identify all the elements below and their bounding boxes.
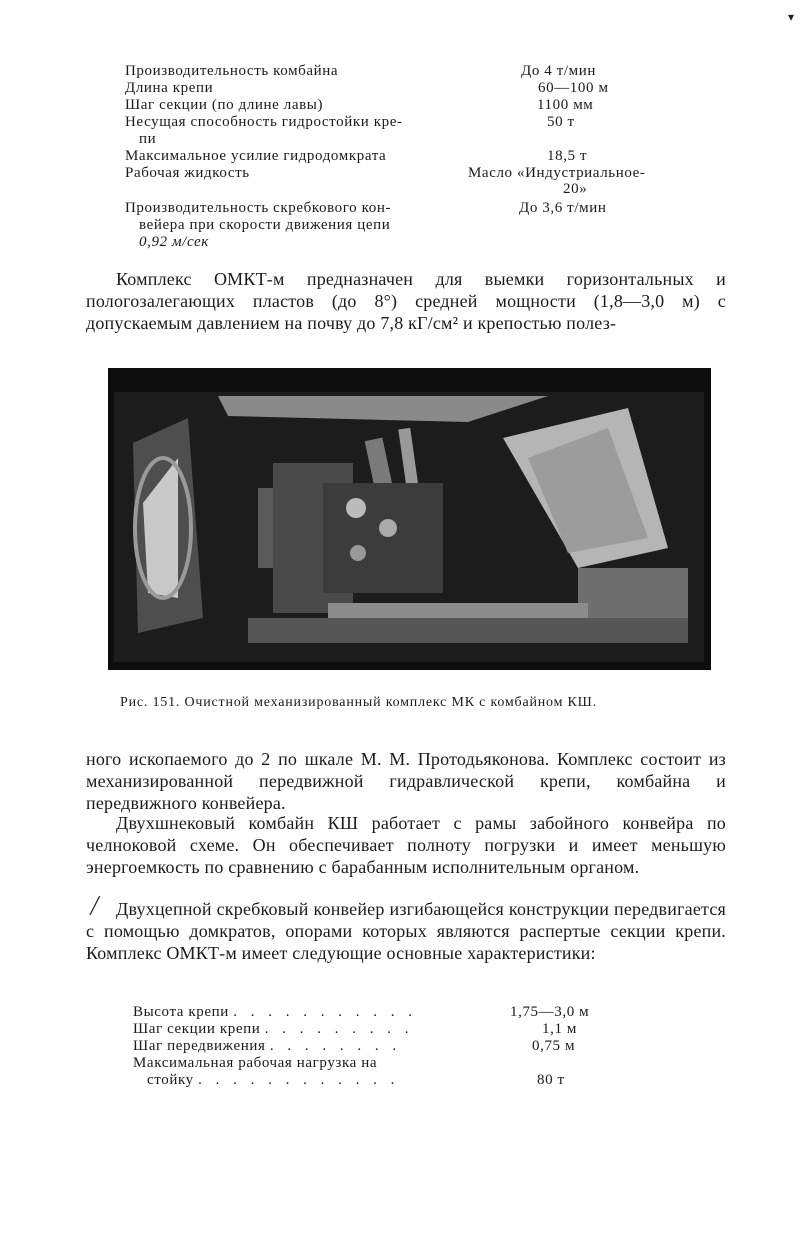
- figure-photo: [108, 368, 711, 670]
- spec-row-move-step: [133, 1038, 576, 1055]
- spec-label: Высота крепи: [133, 1004, 229, 1020]
- spec-dots: . . . . . . . . . . . .: [198, 1072, 400, 1088]
- spec-label: Шаг секции крепи: [133, 1021, 261, 1037]
- spec-row-bearing-capacity: [125, 114, 575, 148]
- spec-label: Максимальное усилие гидродомкрата: [125, 148, 387, 164]
- spec-dots: . . . . . . . .: [269, 1038, 402, 1054]
- spec-row-length: [125, 80, 609, 97]
- paragraph-text: Двухшнековый комбайн КШ работает с рамы забойного конвейра по челноковой схеме. Он обеспечивает полноту погрузки и имеет меньшую энергоемкость по сравнению с барабанным исполнительным органом.: [86, 813, 726, 877]
- spec-label: Шаг передвижения: [133, 1038, 266, 1054]
- spec-label: Производительность скребкового кон-: [125, 200, 392, 216]
- spec-row-conveyor-productivity: [125, 200, 607, 251]
- spec-label-cont: 0,92 м/сек: [139, 234, 209, 250]
- spec-value: 1,1 м: [542, 1021, 577, 1037]
- spec-label: Шаг секции (по длине лавы): [125, 97, 324, 113]
- spec-value: 60—100 м: [538, 80, 609, 96]
- spec-label: Максимальная рабочая нагрузка на: [133, 1055, 378, 1071]
- spec-label-cont: вейера при скорости движения цепи: [139, 217, 391, 233]
- spec-label: Длина крепи: [125, 80, 214, 96]
- spec-value: 50 т: [547, 114, 575, 130]
- paragraph-text: Двухцепной скребковый конвейер изгибающейся конструкции передвигается с помощью домкратов, опорами которых являются распертые секции крепи. Комплекс ОМКТ-м имеет следующие основные характеристики:: [86, 899, 726, 963]
- paragraph-intro: [86, 268, 726, 334]
- spec-value: 18,5 т: [547, 148, 588, 164]
- spec-row-max-load: [133, 1055, 565, 1089]
- paragraph-conveyor: [86, 898, 726, 964]
- spec-row-jack-force: [125, 148, 588, 165]
- paragraph-continuation: [86, 748, 726, 814]
- spec-dots: . . . . . . . . .: [264, 1021, 414, 1037]
- spec-row-fluid: [125, 165, 646, 197]
- spec-dots: . . . . . . . . . . .: [233, 1004, 417, 1020]
- spec-value: 80 т: [537, 1072, 565, 1088]
- figure-caption: Рис. 151. Очистной механизированный комплекс МК с комбайном КШ.: [120, 695, 597, 710]
- spec-label-cont: пи: [139, 131, 157, 147]
- spec-label: Несущая способность гидростойки кре-: [125, 114, 403, 130]
- spec-row-height: [133, 1004, 590, 1021]
- spec-row-section-step-2: [133, 1021, 577, 1038]
- spec-label: Рабочая жидкость: [125, 165, 250, 181]
- paragraph-text: ного ископаемого до 2 по шкале М. М. Протодьяконова. Комплекс состоит из механизированной передвижной гидравлической крепи, комбайна и передвижного конвейера.: [86, 749, 726, 813]
- mining-complex-photo-icon: [108, 368, 711, 670]
- spec-value-cont: 20»: [563, 181, 588, 197]
- spec-value: До 4 т/мин: [521, 63, 597, 79]
- margin-mark-icon: ╱: [90, 898, 100, 915]
- spec-value: 1,75—3,0 м: [510, 1004, 590, 1020]
- paragraph-text: Комплекс ОМКТ-м предназначен для выемки горизонтальных и пологозалегающих пластов (до 8°) средней мощности (1,8—3,0 м) с допускаемым давлением на почву до 7,8 кГ/см² и крепостью полез-: [86, 269, 726, 333]
- spec-label-cont: стойку: [147, 1072, 194, 1088]
- spec-value: 0,75 м: [532, 1038, 576, 1054]
- spec-value: До 3,6 т/мин: [519, 200, 607, 216]
- paragraph-combine: [86, 812, 726, 878]
- spec-row-productivity: [125, 63, 597, 80]
- margin-mark-icon: ▾: [788, 10, 795, 24]
- spec-row-section-step: [125, 97, 594, 114]
- spec-value: 1100 мм: [537, 97, 594, 113]
- spec-value: Масло «Индустриальное-: [468, 165, 646, 181]
- spec-label: Производительность комбайна: [125, 63, 339, 79]
